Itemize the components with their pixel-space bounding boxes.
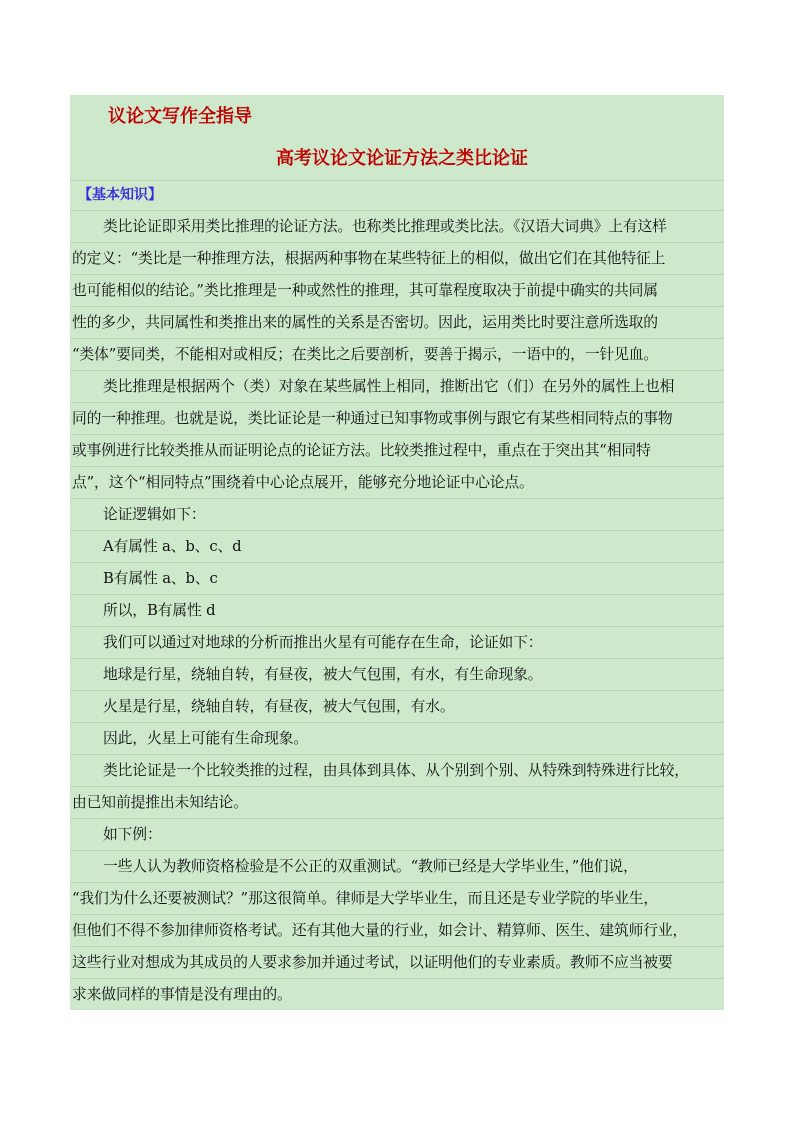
text-line: 的定义：“类比是一种推理方法，根据两种事物在某些特征上的相似，做出它们在其他特征上 — [70, 243, 724, 275]
text-line: “类体”要同类，不能相对或相反；在类比之后要剖析，要善于揭示，一语中的，一针见血。 — [70, 339, 724, 371]
text-line: 论证逻辑如下： — [70, 499, 724, 531]
body-text — [70, 211, 724, 1010]
text-line: 性的多少，共同属性和类推出来的属性的关系是否密切。因此，运用类比时要注意所选取的 — [70, 307, 724, 339]
text-line: 一些人认为教师资格检验是不公正的双重测试。“教师已经是大学毕业生，”他们说， — [70, 851, 724, 883]
text-line: 由已知前提推出未知结论。 — [70, 787, 724, 819]
article-title: 高考议论文论证方法之类比论证 — [276, 148, 528, 169]
text-line: 这些行业对想成为其成员的人要求参加并通过考试，以证明他们的专业素质。教师不应当被要 — [70, 947, 724, 979]
heading-block — [70, 95, 724, 181]
text-line: 同的一种推理。也就是说，类比证论是一种通过已知事物或事例与跟它有某些相同特点的事物 — [70, 403, 724, 435]
text-line: 类比推理是根据两个（类）对象在某些属性上相同，推断出它（们）在另外的属性上也相 — [70, 371, 724, 403]
text-line: 或事例进行比较类推从而证明论点的论证方法。比较类推过程中，重点在于突出其“相同特 — [70, 435, 724, 467]
series-title: 议论文写作全指导 — [108, 106, 252, 127]
section-label: 【基本知识】 — [70, 181, 724, 211]
text-line: 求来做同样的事情是没有理由的。 — [72, 986, 292, 1003]
text-line: A有属性 a、b、c、d — [70, 531, 724, 563]
document-page — [70, 95, 724, 1010]
text-line: 但他们不得不参加律师资格考试。还有其他大量的行业，如会计、精算师、医生、建筑师行业， — [70, 915, 724, 947]
text-line: 我们可以通过对地球的分析而推出火星有可能存在生命，论证如下： — [70, 627, 724, 659]
text-line: 如下例： — [70, 819, 724, 851]
text-line: B有属性 a、b、c — [70, 563, 724, 595]
text-line: 地球是行星，绕轴自转，有昼夜，被大气包围，有水，有生命现象。 — [70, 659, 724, 691]
text-line: 因此，火星上可能有生命现象。 — [70, 723, 724, 755]
text-line: 也可能相似的结论。”类比推理是一种或然性的推理，其可靠程度取决于前提中确实的共同属 — [70, 275, 724, 307]
text-line: 所以，B有属性 d — [70, 595, 724, 627]
text-line: 类比论证即采用类比推理的论证方法。也称类比推理或类比法。《汉语大词典》上有这样 — [70, 211, 724, 243]
text-line: 类比论证是一个比较类推的过程，由具体到具体、从个别到个别、从特殊到特殊进行比较， — [70, 755, 724, 787]
text-line: 点”，这个“相同特点”围绕着中心论点展开，能够充分地论证中心论点。 — [70, 467, 724, 499]
text-line: 火星是行星，绕轴自转，有昼夜，被大气包围，有水。 — [70, 691, 724, 723]
text-line: “我们为什么还要被测试？”那这很简单。律师是大学毕业生，而且还是专业学院的毕业生， — [70, 883, 724, 915]
